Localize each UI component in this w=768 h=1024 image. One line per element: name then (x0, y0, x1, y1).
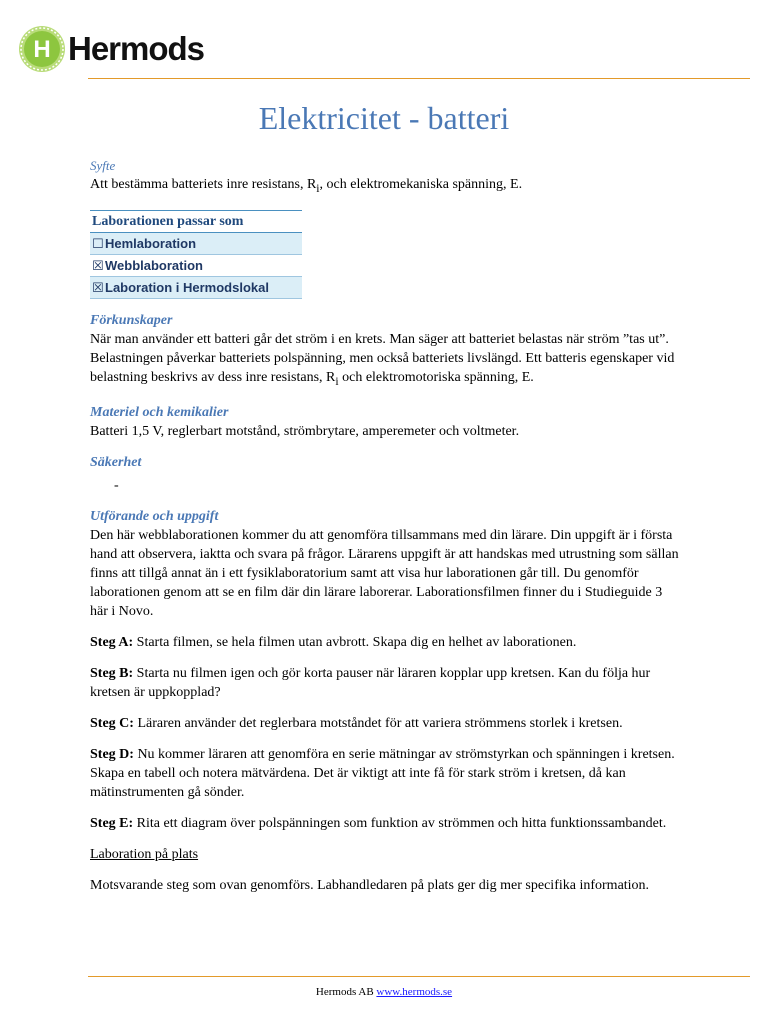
plats-heading: Laboration på plats (90, 846, 199, 862)
checkbox-icon: ☒ (92, 279, 104, 295)
utforande-heading: Utförande och uppgift (90, 508, 219, 524)
sakerhet-heading: Säkerhet (90, 454, 142, 470)
sakerhet-item: - (114, 477, 119, 493)
footer-rule (88, 976, 750, 977)
step-b: Steg B: Starta nu filmen igen och gör korta pauser när läraren kopplar upp kretsen. Kan du följa hur kretsen är uppkopplad? (90, 665, 651, 700)
footer-link[interactable]: www.hermods.se (376, 986, 453, 998)
svg-text:H: H (33, 36, 51, 63)
materiel-heading: Materiel och kemikalier (90, 404, 229, 420)
step-c: Steg C: Läraren använder det reglerbara motståndet för att variera strömmens storlek i kretsen. (90, 715, 623, 731)
header (18, 22, 204, 76)
lab-type-row: ☐Hemlaboration (90, 232, 302, 254)
step-e: Steg E: Rita ett diagram över polspänningen som funktion av strömmen och hitta funktionssambandet. (90, 815, 667, 831)
hermods-logo-icon (18, 25, 66, 73)
utforande-text: Den här webblaborationen kommer du att genomföra tillsammans med din lärare. Din uppgift är i första hand att observera, iaktta och svara på frågor. Lärarens uppgift är att handskas med utrustning som sällan finns att tillgå annat än i ett fysiklaboratorium samt att visa hur laborationen går till. Du genomför laborationen genom att se en film där din lärare laborerar. Laborationsfilmen finner du i Studieguide 3 här i Novo. (90, 527, 679, 619)
checkbox-icon: ☐ (92, 235, 104, 251)
syfte-heading: Syfte (90, 158, 116, 173)
step-d: Steg D: Nu kommer läraren att genomföra en serie mätningar av strömstyrkan och spänningen i kretsen. Skapa en tabell och notera mätvärdena. Det är viktigt att inte få för stark ström i kretsen, då kan mätinstrumenten gå sönder. (90, 746, 675, 800)
plats-text: Motsvarande steg som ovan genomförs. Labhandledaren på plats ger dig mer specifika information. (90, 877, 650, 893)
lab-type-row: ☒Webblaboration (90, 254, 302, 276)
checkbox-icon: ☒ (92, 257, 104, 273)
footer-company: Hermods AB (315, 986, 377, 998)
logo-wordmark: Hermods (68, 30, 205, 67)
footer (0, 986, 768, 998)
lab-type-table (90, 210, 302, 299)
lab-type-heading: Laborationen passar som (90, 210, 302, 232)
syfte-text: Att bestämma batteriets inre resistans, $R_i$, och elektromekaniska spänning, E. (90, 177, 523, 195)
step-a: Steg A: Starta filmen, se hela filmen utan avbrott. Skapa dig en helhet av laborationen. (90, 634, 577, 650)
page-title: Elektricitet - batteri (258, 100, 510, 136)
forkunskaper-heading: Förkunskaper (90, 312, 173, 328)
forkunskaper-text: När man använder ett batteri går det ström i en krets. Man säger att batteriet belastas när ström ”tas ut”. Belastningen påverkar batteriets polspänning, men också batteriets livslängd. Ett batteris egenskaper vid belastning beskrivs av dess inre resistans, $R_i$ och elektromotoriska spänning, E. (90, 331, 675, 388)
materiel-text: Batteri 1,5 V, reglerbart motstånd, strömbrytare, amperemeter och voltmeter. (90, 423, 520, 439)
document-body (90, 156, 680, 895)
lab-type-row: ☒Laboration i Hermodslokal (90, 276, 302, 298)
header-rule (88, 78, 750, 79)
